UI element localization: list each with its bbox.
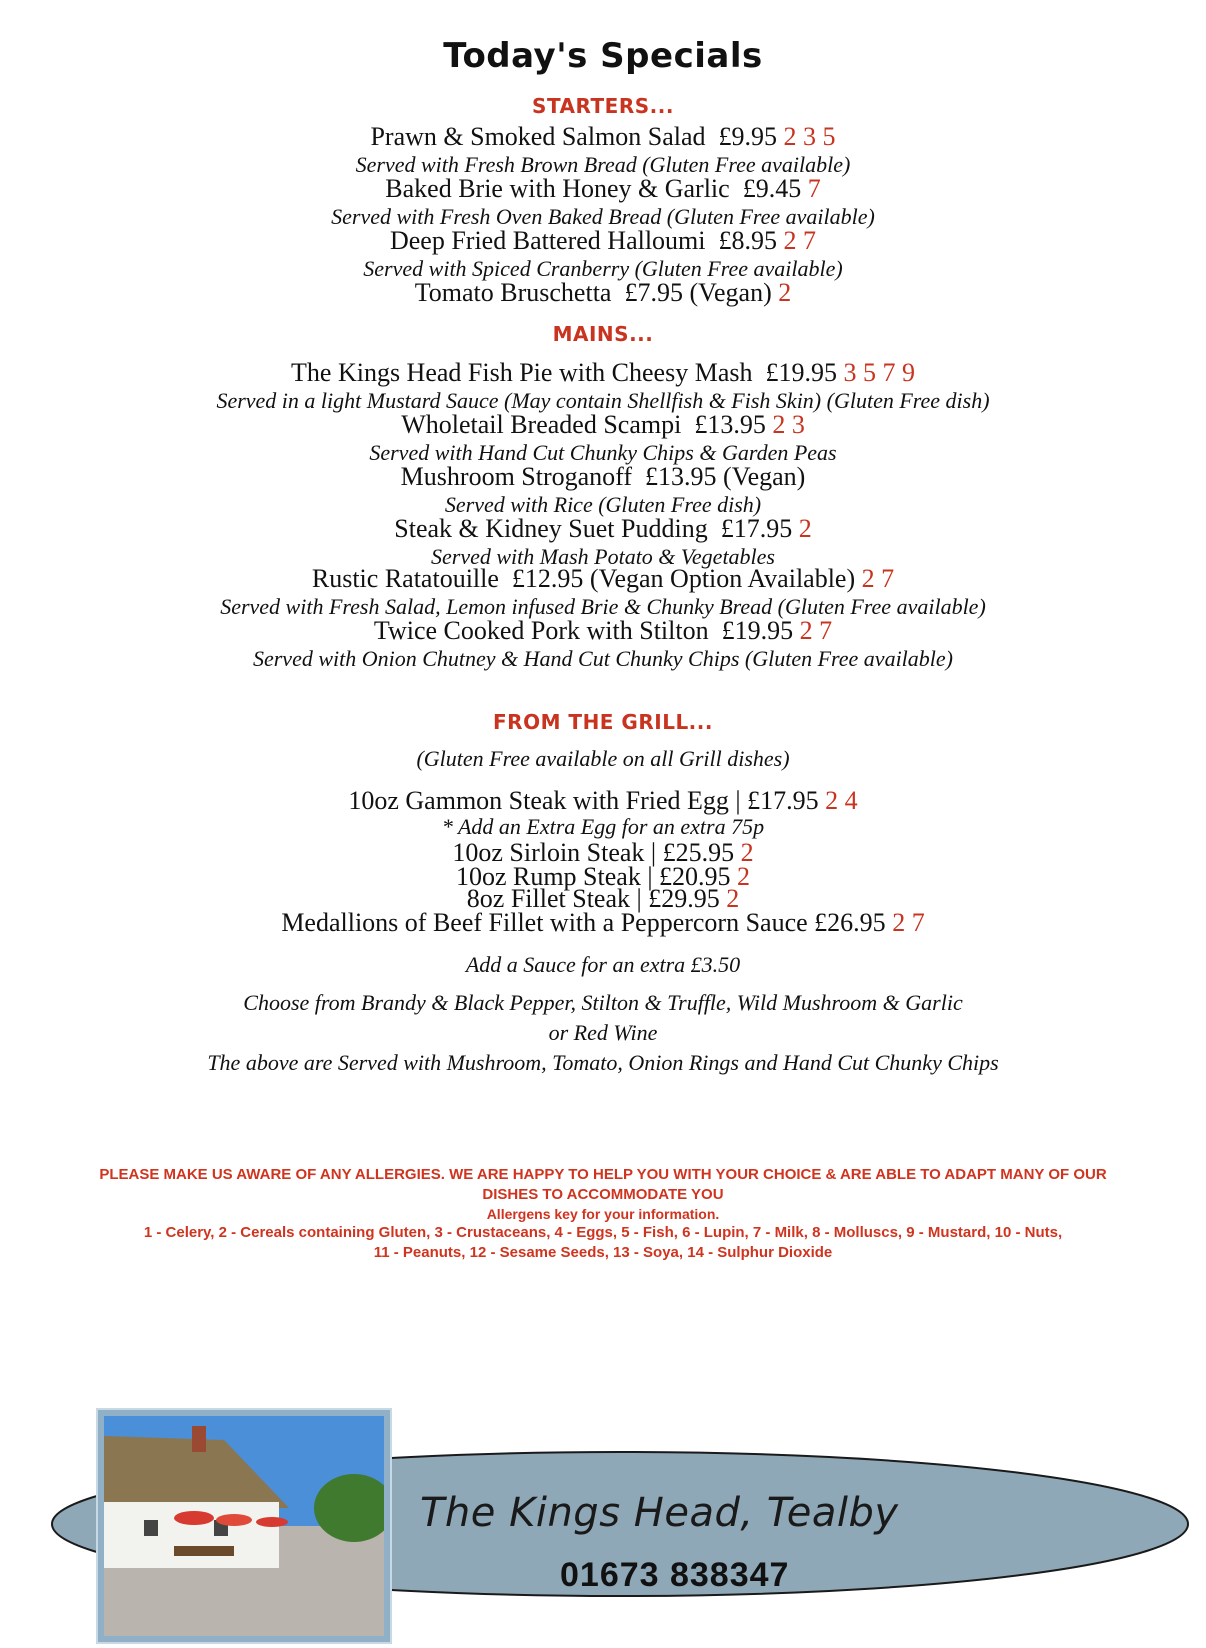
dish-name: Steak & Kidney Suet Pudding: [394, 514, 708, 543]
parasol: [256, 1517, 288, 1527]
pub-phone: 01673 838347: [560, 1556, 790, 1594]
dish-price: £17.95: [720, 514, 793, 543]
dish-price: £19.95: [765, 358, 837, 387]
starter-item-4: [0, 278, 1206, 308]
starters-heading: STARTERS...: [532, 94, 674, 118]
dish-name: Baked Brie with Honey & Garlic: [385, 174, 730, 203]
dish-name: Mushroom Stroganoff: [400, 462, 633, 491]
pub-photo-illustration: [104, 1416, 384, 1636]
allergen-codes: 7: [807, 174, 821, 203]
dish-price: £9.95: [718, 122, 778, 151]
allergen-codes: 2: [737, 862, 751, 891]
dish-name: Medallions of Beef Fillet with a Peppercorn Sauce £26.95: [281, 908, 886, 937]
allergen-codes: 2 7: [861, 564, 895, 593]
allergy-notice-line-2: DISHES TO ACCOMMODATE YOU: [482, 1186, 724, 1203]
dish-name: 10oz Gammon Steak with Fried Egg | £17.95: [348, 786, 819, 815]
allergens-key-line-2: 11 - Peanuts, 12 - Sesame Seeds, 13 - Soya, 14 - Sulphur Dioxide: [373, 1244, 833, 1261]
dish-price: £19.95: [721, 616, 794, 645]
allergens-key-heading: Allergens key for your information.: [486, 1206, 720, 1222]
grill-served-with: The above are Served with Mushroom, Tomato, Onion Rings and Hand Cut Chunky Chips: [207, 1050, 999, 1075]
grill-item-1: [0, 786, 1206, 816]
sauce-choice-2: or Red Wine: [548, 1020, 658, 1045]
allergen-codes: 2 3 5: [783, 122, 836, 151]
allergens-key-line-1: 1 - Celery, 2 - Cereals containing Gluten, 3 - Crustaceans, 4 - Eggs, 5 - Fish, 6 - Lupin, 7 - Milk, 8 - Molluscs, 9 - Mustard, 10 - Nuts,: [143, 1224, 1063, 1241]
pub-photo: [98, 1410, 390, 1642]
dish-name: Deep Fried Battered Halloumi: [389, 226, 706, 255]
allergen-codes: 2 7: [892, 908, 925, 937]
starter-desc-1: Served with Fresh Brown Bread (Gluten Free available): [355, 152, 851, 177]
sauce-choice: Choose from Brandy & Black Pepper, Stilton & Truffle, Wild Mushroom & Garlic: [243, 990, 963, 1015]
dish-price: £13.95 (Vegan): [645, 462, 806, 491]
pub-name: The Kings Head, Tealby: [420, 1490, 899, 1536]
allergen-codes: 2 4: [825, 786, 858, 815]
dish-name: 10oz Rump Steak | £20.95: [455, 862, 731, 891]
chimney: [192, 1426, 206, 1452]
dish-price: £13.95: [694, 410, 766, 439]
grill-note: (Gluten Free available on all Grill dishes): [416, 746, 790, 771]
dish-name: 8oz Fillet Steak | £29.95: [466, 884, 720, 913]
main-desc-2: Served with Hand Cut Chunky Chips & Garden Peas: [369, 440, 837, 465]
main-item-5: [0, 564, 1206, 594]
allergy-notice-line-1: PLEASE MAKE US AWARE OF ANY ALLERGIES. WE ARE HAPPY TO HELP YOU WITH YOUR CHOICE & ARE ABLE TO ADAPT MANY OF OUR: [99, 1166, 1107, 1183]
allergen-codes: 2 7: [783, 226, 817, 255]
grill-item-5: [0, 908, 1206, 938]
main-desc-4: Served with Mash Potato & Vegetables: [431, 544, 775, 569]
dish-name: Tomato Bruschetta: [414, 278, 612, 307]
dish-name: 10oz Sirloin Steak | £25.95: [452, 838, 735, 867]
main-item-1: [0, 358, 1206, 388]
starter-item-1: [0, 122, 1206, 152]
allergen-codes: 3 5 7 9: [843, 358, 915, 387]
starter-desc-2: Served with Fresh Oven Baked Bread (Gluten Free available): [331, 204, 875, 229]
main-item-6: [0, 616, 1206, 646]
starter-item-3: [0, 226, 1206, 256]
grill-heading: FROM THE GRILL...: [493, 710, 713, 734]
page-title: Today's Specials: [443, 36, 763, 76]
allergen-codes: 2: [778, 278, 792, 307]
sauce-extra: Add a Sauce for an extra £3.50: [465, 952, 741, 977]
allergen-codes: 2: [798, 514, 812, 543]
window: [144, 1520, 158, 1536]
main-item-3: [0, 462, 1206, 492]
dish-name: Rustic Ratatouille: [311, 564, 499, 593]
main-desc-5: Served with Fresh Salad, Lemon infused Brie & Chunky Bread (Gluten Free available): [220, 594, 986, 619]
main-desc-3: Served with Rice (Gluten Free dish): [444, 492, 762, 517]
grill-extra-egg: * Add an Extra Egg for an extra 75p: [441, 814, 765, 839]
dish-price: £12.95 (Vegan Option Available): [511, 564, 856, 593]
dish-name: Prawn & Smoked Salmon Salad: [370, 122, 706, 151]
parasol: [174, 1511, 214, 1525]
allergen-codes: 2 3: [772, 410, 805, 439]
allergen-codes: 2 7: [799, 616, 833, 645]
bench: [174, 1546, 234, 1556]
main-desc-1: Served in a light Mustard Sauce (May contain Shellfish & Fish Skin) (Gluten Free dish): [216, 388, 990, 413]
main-item-2: [0, 410, 1206, 440]
dish-name: The Kings Head Fish Pie with Cheesy Mash: [291, 358, 753, 387]
main-item-4: [0, 514, 1206, 544]
dish-price: £8.95: [718, 226, 778, 255]
starter-desc-3: Served with Spiced Cranberry (Gluten Free available): [363, 256, 843, 281]
dish-price: £9.45: [742, 174, 802, 203]
allergen-codes: 2: [726, 884, 740, 913]
parasol: [216, 1514, 252, 1526]
allergen-codes: 2: [740, 838, 754, 867]
mains-heading: MAINS...: [552, 322, 654, 346]
starter-item-2: [0, 174, 1206, 204]
dish-price: £7.95 (Vegan): [624, 278, 772, 307]
dish-name: Twice Cooked Pork with Stilton: [373, 616, 709, 645]
dish-name: Wholetail Breaded Scampi: [401, 410, 682, 439]
main-desc-6: Served with Onion Chutney & Hand Cut Chunky Chips (Gluten Free available): [252, 646, 953, 671]
